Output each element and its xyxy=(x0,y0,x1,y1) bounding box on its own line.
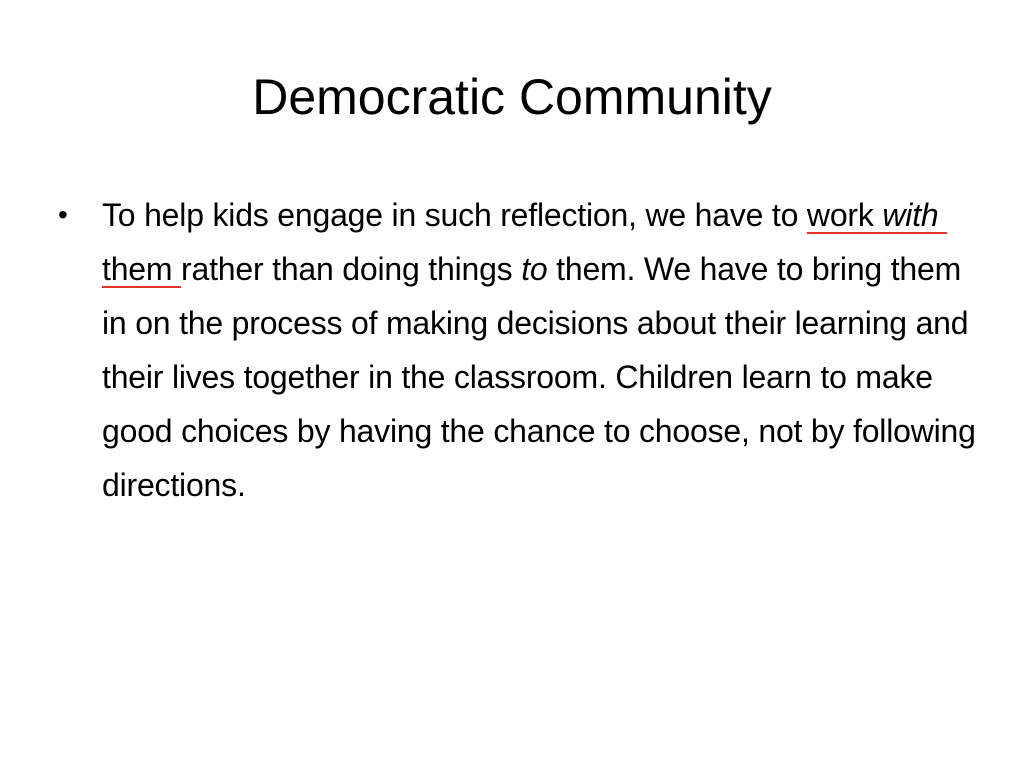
slide-content xyxy=(58,188,988,512)
text-segment: them. We have to bring them in on the process of making decisions about their learning and their lives together in the classroom. Children learn to make good choices by having the chance to choose, not by following directions. xyxy=(102,251,985,503)
bullet-icon: • xyxy=(58,199,68,230)
text-segment: To help kids engage in such reflection, we have to xyxy=(102,197,807,233)
text-segment: them xyxy=(102,197,948,287)
bullet-text xyxy=(102,188,985,512)
text-segment: work xyxy=(806,197,883,233)
slide-title: Democratic Community xyxy=(252,69,772,125)
bullet-item xyxy=(58,188,988,512)
text-segment: rather than doing things xyxy=(181,251,522,287)
italic-word-to: to xyxy=(521,251,548,287)
italic-word-with: with xyxy=(882,197,939,233)
